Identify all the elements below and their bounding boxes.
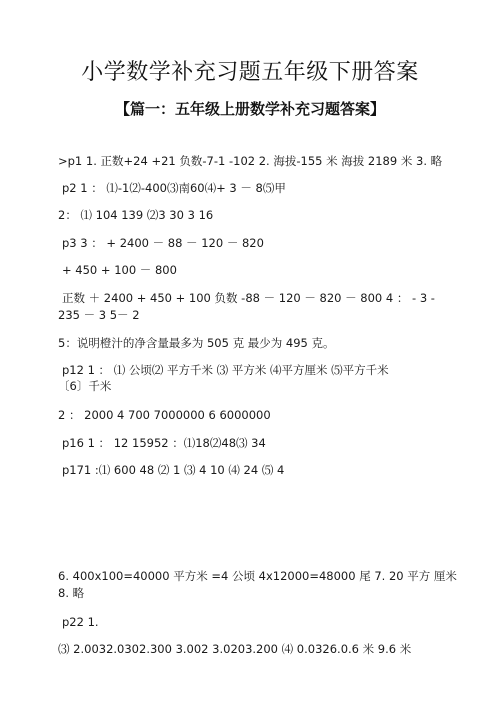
answer-line-p1: >p1 1. 正数+24 +21 负数-7-1 -102 2. 海拔-155 米 海拔 2189 米 3. 略 [58, 154, 443, 168]
answer-line-p22-3: ⑶ 2.0032.0302.300 3.002 3.0203.200 ⑷ 0.0326.0.6 米 9.6 米 [58, 642, 412, 656]
answer-line-p16: p16 1 ： 12 15952 ：⑴18⑵48⑶ 34 [62, 436, 266, 450]
answer-line-2: 2 ： 2000 4 700 7000000 6 6000000 [58, 408, 271, 422]
answer-line-p2-2: 2： ⑴ 104 139 ⑵3 30 3 16 [58, 208, 214, 222]
answer-line-p2: p2 1 ： ⑴-1⑵-400⑶南60⑷+ 3 － 8⑸甲 [62, 181, 286, 195]
answer-line-p3-d: 235 － 3 5－ 2 [58, 308, 140, 322]
document-subtitle: 【篇一：五年级上册数学补充习题答案】 [114, 100, 385, 118]
answer-line-p12-b: 〔6〕千米 [58, 379, 112, 393]
answer-line-p3-c: 正数 ＋ 2400 + 450 + 100 负数 -88 － 120 － 820 － 800 4 ： - 3 - [62, 291, 435, 305]
answer-line-p22: p22 1. [62, 615, 99, 629]
answer-line-8: 8. 略 [58, 586, 85, 600]
document-title: 小学数学补充习题五年级下册答案 [81, 60, 419, 85]
answer-line-5: 5：说明橙汁的净含量最多为 505 克 最少为 495 克。 [58, 336, 335, 350]
answer-line-p3: p3 3 ： + 2400 － 88 － 120 － 820 [62, 236, 264, 250]
answer-line-6: 6. 400x100=40000 平方米 =4 公顷 4x12000=48000 尾 7. 20 平方 厘米 [58, 569, 457, 583]
answer-line-p12: p12 1 ： ⑴ 公顷⑵ 平方千米 ⑶ 平方米 ⑷平方厘米 ⑸平方千米 [62, 363, 389, 377]
answer-line-p3-b: + 450 + 100 － 800 [62, 263, 177, 277]
answer-line-p171: p171 :⑴ 600 48 ⑵ 1 ⑶ 4 10 ⑷ 24 ⑸ 4 [62, 463, 285, 477]
